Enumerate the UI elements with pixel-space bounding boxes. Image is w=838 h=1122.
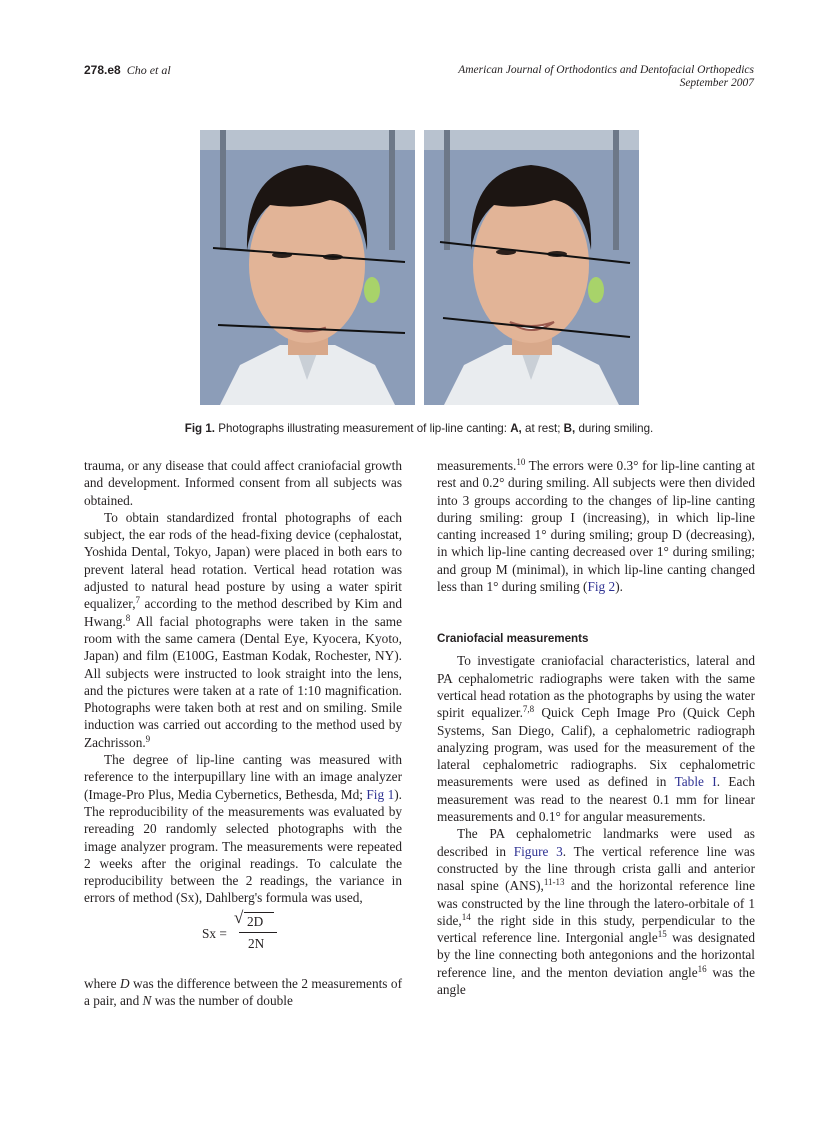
text-segment: The PA cephalometric landmarks were used as described in [437,826,755,859]
paragraph [437,457,755,595]
reference-superscript: 15 [657,929,667,940]
text-segment: trauma, or any disease that could affect craniofacial growth and development. Informed consent from all subjects was obtained. [84,458,402,508]
issue-date: September 2007 [679,77,754,89]
reference-superscript: 9 [145,733,151,744]
authors: Cho et al [126,63,171,77]
running-header-left [84,63,171,78]
text-segment: was the difference between the 2 measurements of a pair, and [84,975,402,1009]
left-column [84,457,402,1009]
formula-lhs: Sx = [202,925,227,941]
section-heading: Craniofacial measurements [437,632,589,646]
caption-text: Photographs illustrating measurement of lip-line canting: [215,422,511,435]
caption-text: at rest; [521,422,564,435]
text-segment: was the number of double [151,993,293,1009]
paragraph [84,975,402,1010]
paragraph [84,509,402,751]
reference-superscript: 11-13 [543,877,565,888]
reference-superscript: 14 [461,911,471,922]
panel-a-label: A, [510,422,522,435]
journal-name: American Journal of Orthodontics and Dentofacial Orthopedics [458,64,754,76]
reference-superscript: 7 [135,595,141,606]
paragraph [84,751,402,907]
text-segment: was the angle [437,964,755,998]
text-segment: . The vertical reference line was constructed by the line through crista galli and anterior nasal spine (ANS), [437,843,755,894]
text-segment: Quick Ceph Image Pro (Quick Ceph Systems, San Diego, Calif), a cephalometric radiograph analyzing program, was used for the measurement of the lateral cephalometric radiographs. Six cephalometric measurements were used as defined in [437,705,755,790]
panel-b-label: B, [563,422,576,435]
text-segment: where [84,975,120,991]
text-segment: measurements. [437,458,517,473]
figure-link[interactable]: Figure 3 [513,843,563,859]
running-header-right [458,64,754,90]
page-number: 278.e8 [84,63,121,77]
formula-denominator: 2N [248,935,265,951]
text-segment: All facial photographs were taken in the same room with the same camera (Dental Eye, Kyocera, Kyoto, Japan) and film (E100G, Eastman Kodak, Rochester, NY). All subjects were instructed to look straight into the lens, and the pictures were taken at a rate of 1:10 magnification. Photographs were taken both at rest and on smiling. Smile induction was carried out according to the method used by Zachrisson. [84,613,402,750]
text-segment: N [142,993,152,1009]
fraction-bar [239,932,277,933]
paragraph [84,457,402,509]
paragraph [437,652,755,825]
formula-numerator: 2D [247,913,264,929]
photo-during-smiling [424,130,639,405]
reference-superscript: 10 [516,457,526,467]
text-segment: . Each measurement was read to the nearest 0.1 mm for linear measurements and 0.1° for angular measurements. [437,774,756,825]
reference-superscript: 16 [697,963,707,974]
text-segment: The degree of lip-line canting was measured with reference to the interpupillary line with an image analyzer (Image-Pro Plus, Media Cybernetics, Bethesda, Md; [84,752,402,802]
caption-text: during smiling. [575,422,654,435]
right-column [437,457,755,998]
reference-superscript: 7,8 [522,704,535,715]
text-segment: was designated by the line connecting both antegonions and the horizontal reference line, and the menton deviation angle [437,930,755,980]
sqrt-symbol: √ [234,907,244,927]
text-segment: ). [615,579,623,595]
text-segment: ). The reproducibility of the measurements was evaluated by rereading 20 randomly selected photographs with the image analyzer program. The measurements were repeated 2 weeks after the original readings. To calculate the reproducibility between the 2 readings, the variance in errors of method (Sx), Dahlberg's formula was used, [84,786,402,906]
text-segment: To investigate craniofacial characteristics, lateral and PA cephalometric radiographs were taken with the same vertical head rotation as the photographs by using the water spirit equalizer. [437,653,755,721]
reference-superscript: 8 [125,612,131,623]
text-segment: and the horizontal reference line was constructed by the line through the latero-orbitale of 1 side, [437,878,755,928]
paragraph [437,825,755,998]
dahlberg-formula [84,907,402,967]
text-segment: To obtain standardized frontal photographs of each subject, the ear rods of the head-fixing device (cephalostat, Yoshida Dental, Tokyo, Japan) were placed in both ears to prevent lateral head rotation. Vertical head rotation was adjusted to natural head posture by using a water spirit equalizer, [84,509,402,612]
photo-at-rest [200,130,415,405]
text-segment: the right side in this study, perpendicular to the vertical reference line. Intergonial angle [437,912,755,946]
figure-link[interactable]: Fig 2 [587,579,616,595]
text-segment: according to the method described by Kim and Hwang. [84,596,402,629]
figure-label: Fig 1. [184,422,216,435]
figure-link[interactable]: Table I [674,774,717,790]
text-segment: D [119,975,130,991]
figure-caption [0,422,838,435]
figure-link[interactable]: Fig 1 [366,786,395,802]
text-segment: The errors were 0.3° for lip-line canting at rest and 0.2° during smiling. All subjects were then divided into 3 groups according to the changes of lip-line canting during smiling: group I (increasing), in which lip-line canting increased 1° during smiling; group D (decreasing), in which lip-line canting decreased over 1° during smiling; and group M (minimal), in which lip-line canting changed less than 1° during smiling ( [437,458,755,595]
